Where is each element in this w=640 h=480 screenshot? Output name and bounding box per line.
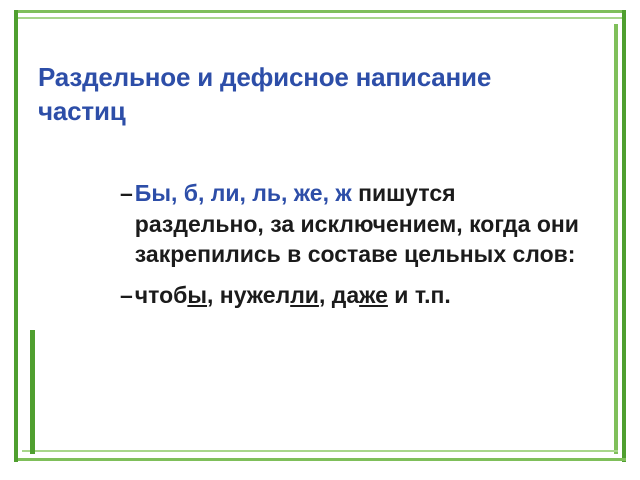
slide-body: [120, 178, 590, 320]
word-segment-underlined: ли: [290, 281, 319, 308]
bullet-dash: –: [120, 180, 133, 206]
bullet-highlight: Бы, б, ли, ль, же, ж: [134, 180, 352, 206]
frame-right-line-inner: [614, 24, 618, 454]
word-segment: , нужел: [207, 281, 291, 308]
word-segment: чтоб: [134, 281, 188, 308]
list-item: [120, 280, 590, 311]
frame-top-line-outer: [14, 10, 626, 13]
word-segment: и т.п.: [387, 281, 451, 308]
bullet-rest: пишутся раздельно, за исключением, когда они закрепились в составе цельных слов:: [134, 180, 579, 268]
frame-left-accent-bar: [30, 330, 35, 454]
word-segment-underlined: же: [359, 281, 388, 308]
frame-bottom-line-outer: [14, 458, 626, 461]
word-segment: , да: [318, 281, 360, 308]
frame-bottom-line-inner: [22, 450, 618, 452]
slide-title: Раздельное и дефисное написание частиц: [38, 62, 492, 127]
list-item: [120, 178, 590, 270]
bullet-text: [135, 178, 590, 270]
frame-left-line-outer: [14, 10, 18, 462]
bullet-dash: –: [120, 281, 133, 308]
frame-right-line-outer: [622, 10, 626, 462]
bullet-text: [135, 280, 590, 311]
word-segment-underlined: ы: [187, 281, 208, 308]
frame-top-line-inner: [14, 17, 626, 19]
